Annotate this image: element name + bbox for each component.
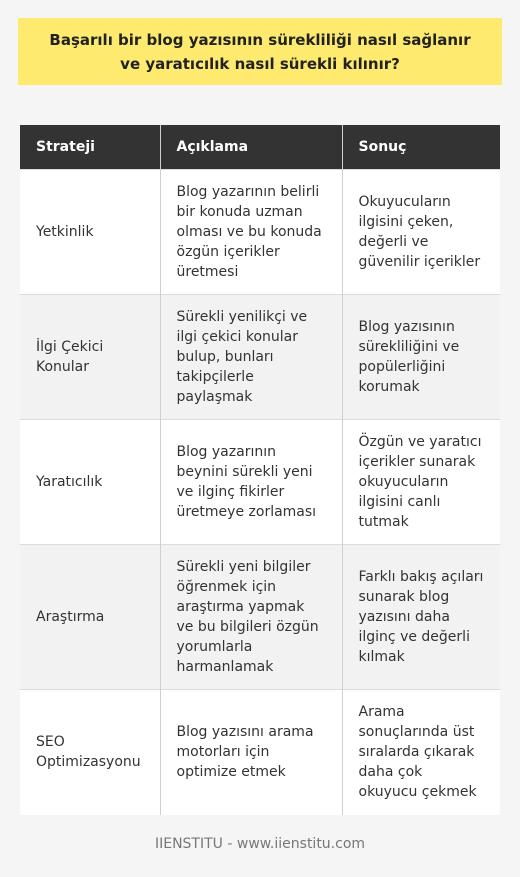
cell-description: Blog yazısını arama motorları için optimize etmek xyxy=(160,690,342,815)
cell-strategy: Yaratıcılık xyxy=(20,420,160,545)
cell-strategy: Araştırma xyxy=(20,545,160,690)
cell-result: Arama sonuçlarında üst sıralarda çıkarak daha çok okuyucu çekmek xyxy=(342,690,500,815)
strategy-table xyxy=(20,125,500,815)
cell-strategy: Yetkinlik xyxy=(20,170,160,295)
header-aciklama: Açıklama xyxy=(160,125,342,170)
cell-description: Sürekli yenilikçi ve ilgi çekici konular bulup, bunları takipçilerle paylaşmak xyxy=(160,295,342,420)
cell-description: Blog yazarının beynini sürekli yeni ve ilginç fikirler üretmeye zorlaması xyxy=(160,420,342,545)
cell-result: Farklı bakış açıları sunarak blog yazısını daha ilginç ve değerli kılmak xyxy=(342,545,500,690)
cell-result: Okuyucuların ilgisini çeken, değerli ve güvenilir içerikler xyxy=(342,170,500,295)
table-row xyxy=(20,420,500,545)
page-title xyxy=(18,18,502,85)
page-title-text: Başarılı bir blog yazısının sürekliliği nasıl sağlanır ve yaratıcılık nasıl sürekli kılınır? xyxy=(49,30,471,73)
header-strateji: Strateji xyxy=(20,125,160,170)
cell-result: Blog yazısının sürekliliğini ve popülerliğini korumak xyxy=(342,295,500,420)
table-row xyxy=(20,545,500,690)
header-sonuc: Sonuç xyxy=(342,125,500,170)
cell-description: Sürekli yeni bilgiler öğrenmek için araştırma yapmak ve bu bilgileri özgün yorumlarla harmanlamak xyxy=(160,545,342,690)
cell-description: Blog yazarının belirli bir konuda uzman olması ve bu konuda özgün içerikler üretmesi xyxy=(160,170,342,295)
table-header-row xyxy=(20,125,500,170)
table-row xyxy=(20,170,500,295)
footer-credit: IIENSTITU - www.iienstitu.com xyxy=(154,836,366,852)
cell-strategy: İlgi Çekici Konular xyxy=(20,295,160,420)
cell-result: Özgün ve yaratıcı içerikler sunarak okuyucuların ilgisini canlı tutmak xyxy=(342,420,500,545)
table-row xyxy=(20,690,500,815)
cell-strategy: SEO Optimizasyonu xyxy=(20,690,160,815)
table-row xyxy=(20,295,500,420)
